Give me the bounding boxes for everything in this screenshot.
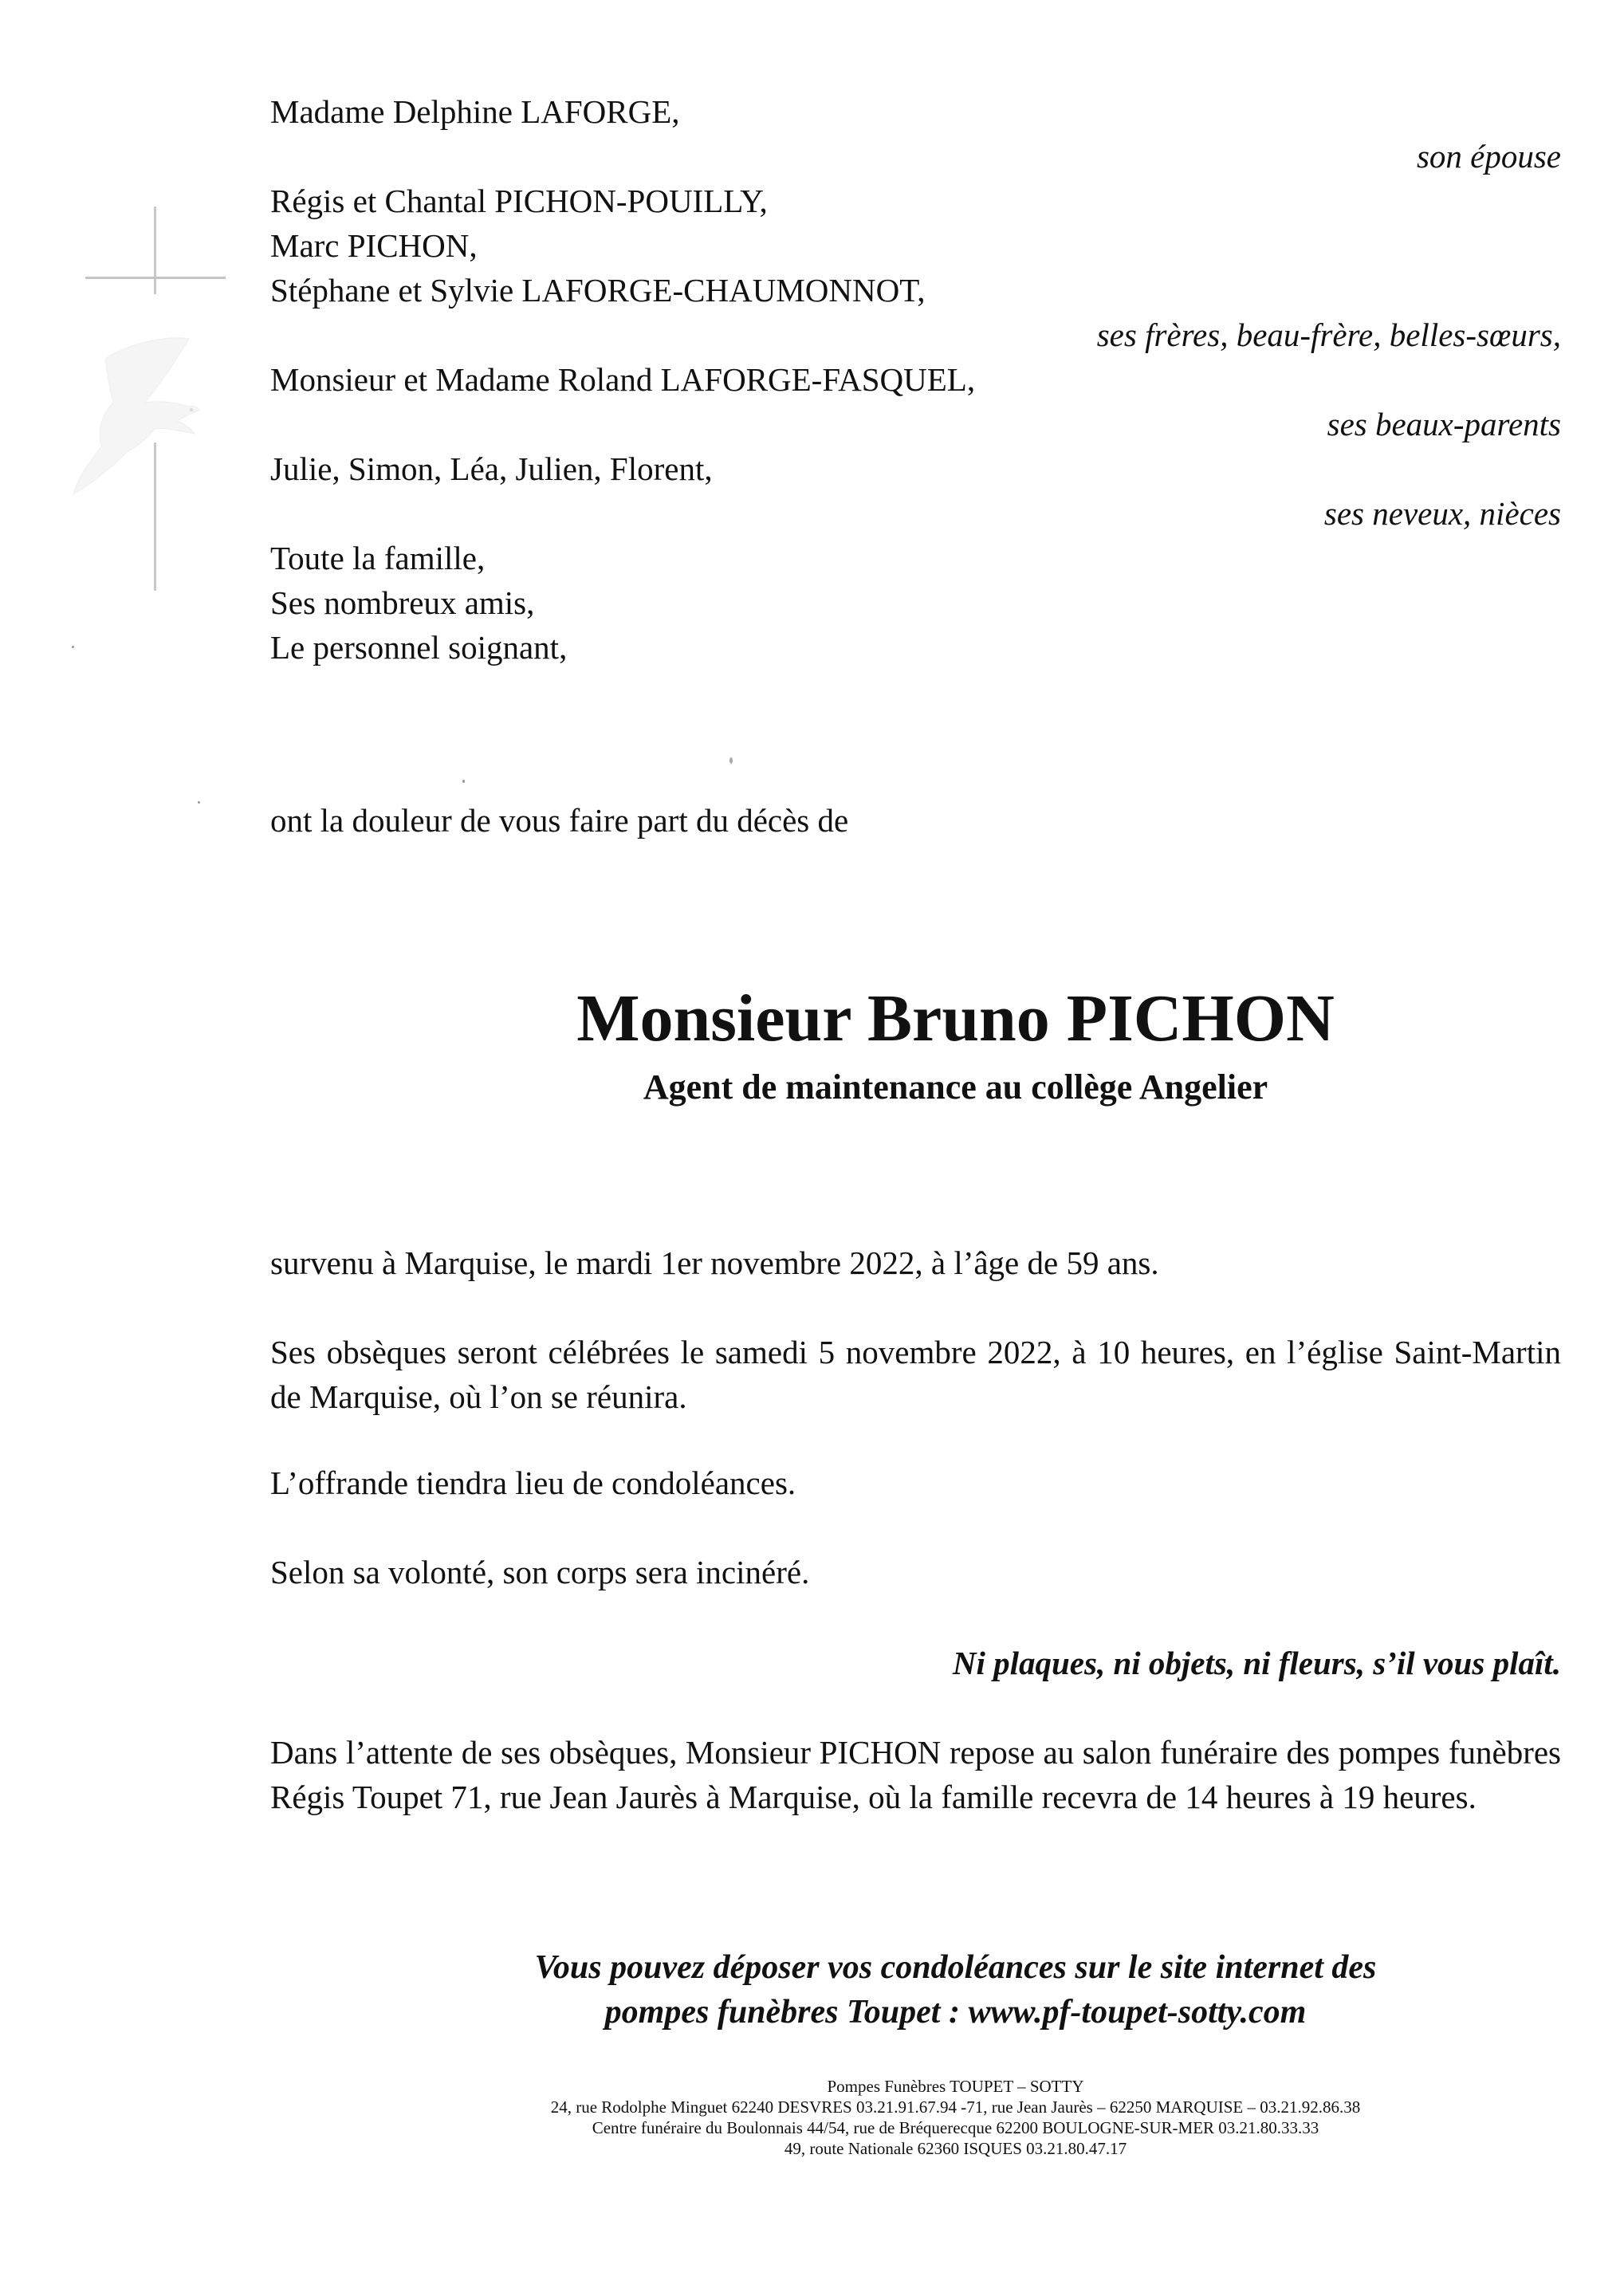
scan-speck	[729, 757, 733, 764]
cross-upper-bar	[154, 206, 156, 294]
dove-icon	[57, 327, 233, 502]
other-mourners: Le personnel soignant,	[270, 629, 568, 666]
footer-address: Centre funéraire du Boulonnais 44/54, rue de Bréquerecque 62200 BOULOGNE-SUR-MER 03.21.80.33.33	[592, 2118, 1319, 2137]
announcement-text: ont la douleur de vous faire part du décès de	[270, 802, 849, 839]
other-mourners: Ses nombreux amis,	[270, 584, 535, 621]
scan-speck	[198, 801, 200, 804]
in-laws-name: Monsieur et Madame Roland LAFORGE-FASQUEL,	[270, 361, 976, 398]
sibling-name: Stéphane et Sylvie LAFORGE-CHAUMONNOT,	[270, 272, 926, 309]
sibling-name: Régis et Chantal PICHON-POUILLY,	[270, 183, 768, 219]
spouse-relation: son épouse	[1416, 138, 1561, 175]
condolences-website[interactable]: pompes funèbres Toupet : www.pf-toupet-sotty.com	[604, 1994, 1307, 2031]
deceased-occupation: Agent de maintenance au collège Angelier	[643, 1067, 1268, 1107]
siblings-relation: ses frères, beau-frère, belles-sœurs,	[1096, 316, 1561, 353]
scan-speck	[462, 780, 465, 783]
footer-company: Pompes Funèbres TOUPET – SOTTY	[827, 2077, 1084, 2096]
no-flowers-note: Ni plaques, ni objets, ni fleurs, s’il vous plaît.	[952, 1645, 1561, 1681]
funeral-details: Ses obsèques seront célébrées le samedi 5 novembre 2022, à 10 heures, en l’église Saint-Martin de Marquise, où l’on se réunira.	[270, 1334, 1561, 1415]
cremation-note: Selon sa volonté, son corps sera incinéré.	[270, 1554, 810, 1590]
cross-horizontal-bar	[85, 277, 226, 279]
other-mourners: Toute la famille,	[270, 540, 486, 576]
death-details: survenu à Marquise, le mardi 1er novembre 2022, à l’âge de 59 ans.	[270, 1244, 1159, 1281]
nephews-names: Julie, Simon, Léa, Julien, Florent,	[270, 450, 713, 487]
footer-address: 49, route Nationale 62360 ISQUES 03.21.80.47.17	[784, 2139, 1127, 2158]
visitation-details: Dans l’attente de ses obsèques, Monsieur PICHON repose au salon funéraire des pompes funèbres Régis Toupet 71, rue Jean Jaurès à Marquise, où la famille recevra de 14 heures à 19 heures.	[270, 1734, 1561, 1815]
deceased-name: Monsieur Bruno PICHON	[576, 981, 1335, 1056]
condolences-line-1: Vous pouvez déposer vos condoléances sur le site internet des	[534, 1949, 1377, 1986]
in-laws-relation: ses beaux-parents	[1327, 406, 1561, 442]
spouse-name: Madame Delphine LAFORGE,	[270, 93, 680, 130]
nephews-relation: ses neveux, nièces	[1323, 495, 1561, 532]
sibling-name: Marc PICHON,	[270, 227, 478, 264]
offering-note: L’offrande tiendra lieu de condoléances.	[270, 1464, 796, 1501]
footer-address: 24, rue Rodolphe Minguet 62240 DESVRES 03.21.91.67.94 -71, rue Jean Jaurès – 62250 MARQUISE – 03.21.92.86.38	[550, 2097, 1361, 2117]
scan-speck	[72, 646, 74, 648]
